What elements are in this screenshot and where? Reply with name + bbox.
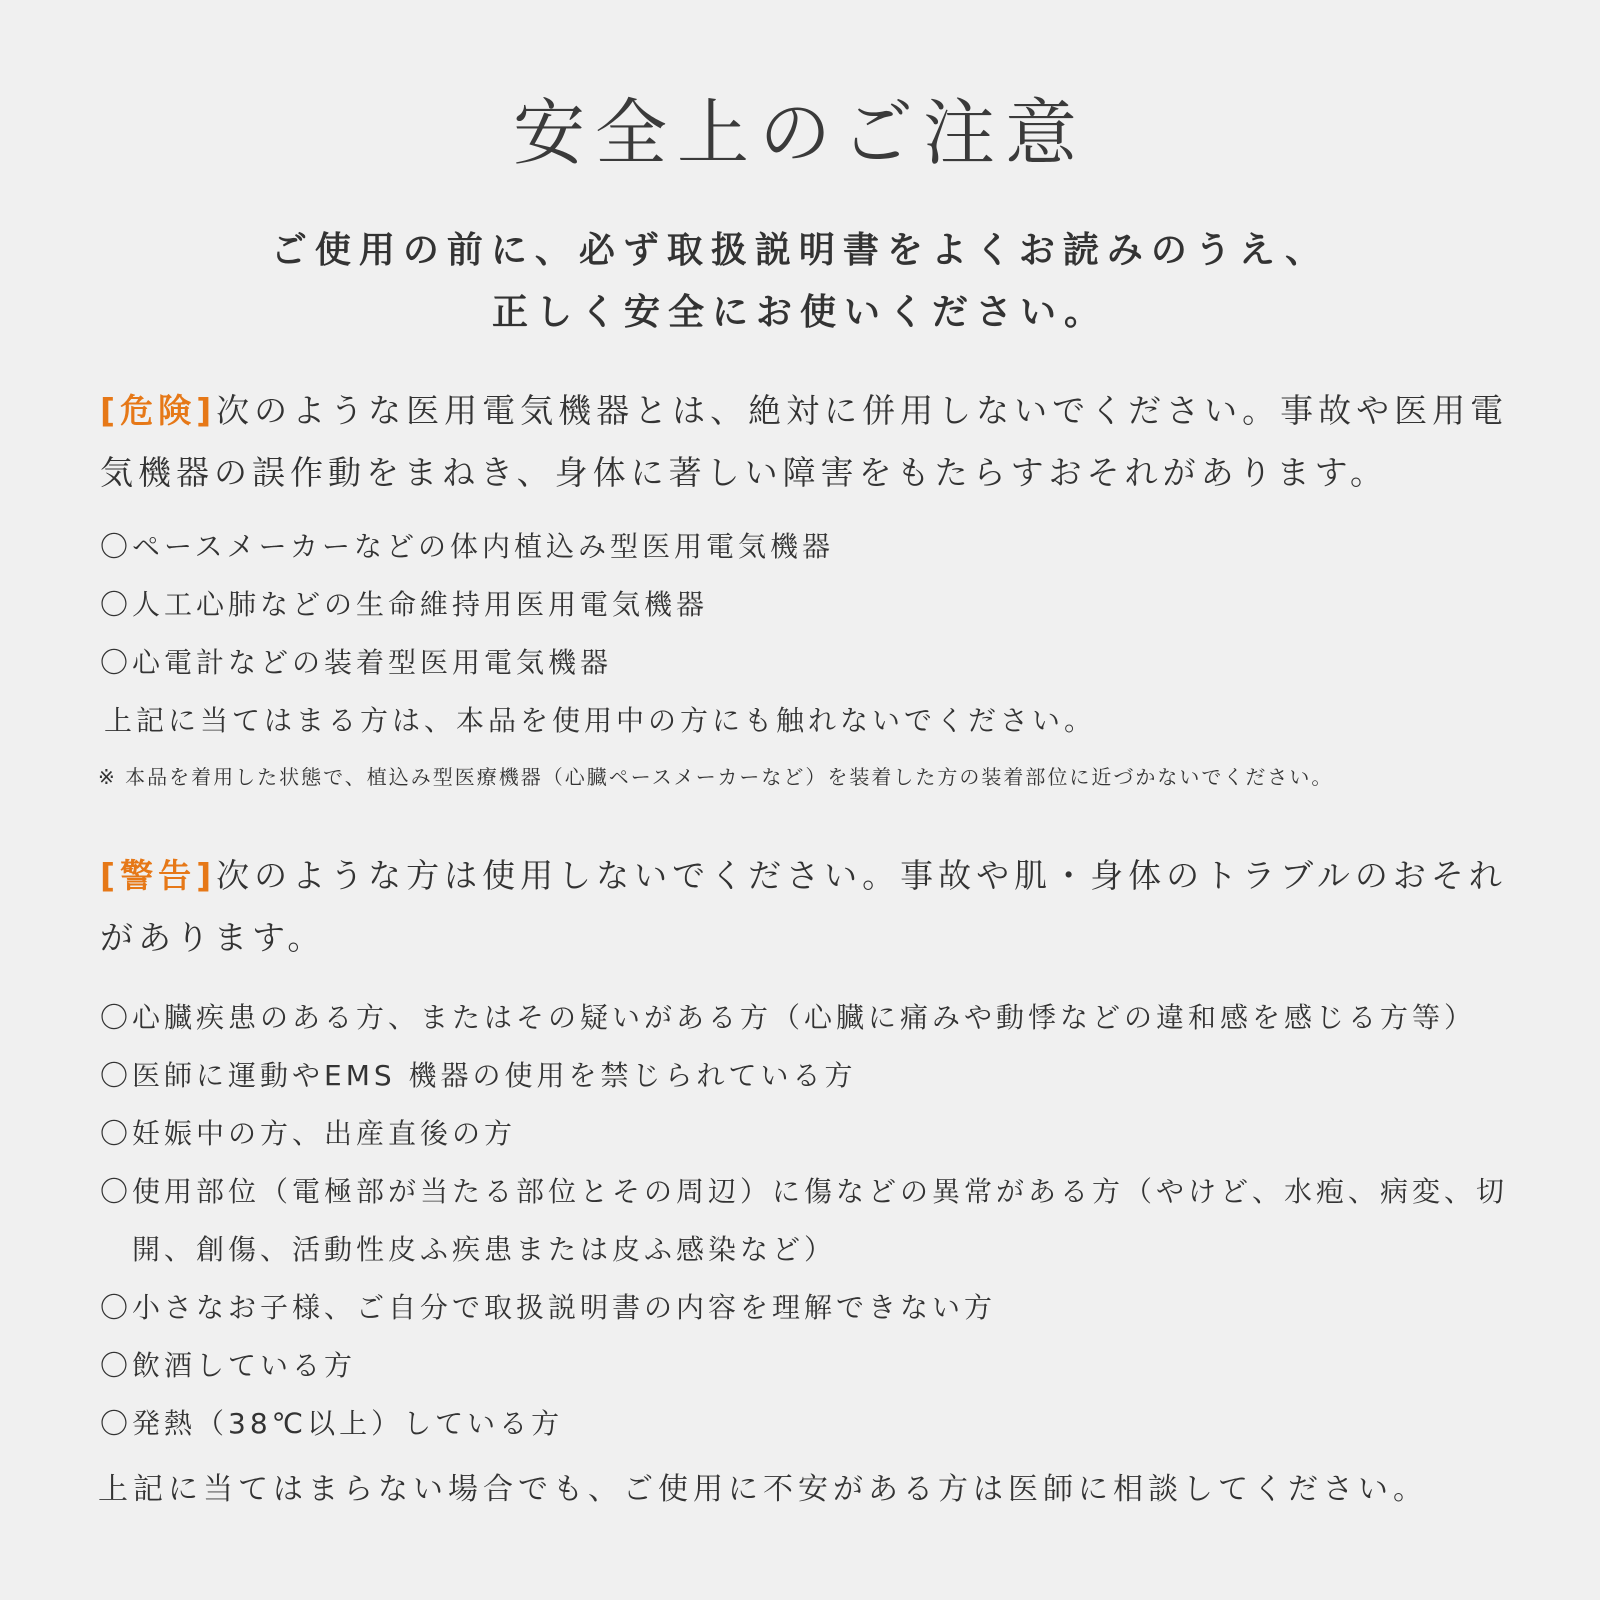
warning-lead [100, 845, 1540, 969]
page-title: 安全上のご注意 [512, 91, 1087, 175]
danger-list [100, 518, 1540, 692]
list-item: 〇妊娠中の方、出産直後の方 [100, 1105, 1540, 1163]
subtitle [0, 220, 1600, 344]
list-item: 〇ペースメーカーなどの体内植込み型医用電気機器 [100, 518, 1540, 576]
circle-bullet-icon: 〇 [100, 1349, 133, 1382]
danger-lead-text: 次のような医用電気機器とは、絶対に併用しないでください。事故や医用電気機器の誤作動をまねき、身体に著しい障害をもたらすおそれがあります。 [100, 391, 1509, 492]
circle-bullet-icon: 〇 [100, 646, 133, 679]
footer-note: 上記に当てはまらない場合でも、ご使用に不安がある方は医師に相談してください。 [98, 1472, 1428, 1507]
danger-note: 上記に当てはまる方は、本品を使用中の方にも触れないでください。 [104, 704, 1097, 737]
circle-bullet-icon: 〇 [100, 1001, 133, 1034]
circle-bullet-icon: 〇 [100, 1291, 133, 1324]
danger-tag: [危険] [100, 391, 217, 430]
danger-lead [100, 380, 1540, 504]
list-item: 〇心電計などの装着型医用電気機器 [100, 634, 1540, 692]
list-item: 〇心臓疾患のある方、またはその疑いがある方（心臓に痛みや動悸などの違和感を感じる方等） [100, 989, 1540, 1047]
circle-bullet-icon: 〇 [100, 1117, 133, 1150]
circle-bullet-icon: 〇 [100, 530, 133, 563]
subtitle-line-1: ご使用の前に、必ず取扱説明書をよくお読みのうえ、 [270, 230, 1330, 271]
subtitle-line-2: 正しく安全にお使いください。 [491, 292, 1108, 333]
warning-lead-text: 次のような方は使用しないでください。事故や肌・身体のトラブルのおそれがあります。 [100, 856, 1507, 957]
list-item: 〇小さなお子様、ご自分で取扱説明書の内容を理解できない方 [100, 1279, 1540, 1337]
warning-section [100, 845, 1540, 1453]
circle-bullet-icon: 〇 [100, 1175, 133, 1208]
warning-tag: [警告] [100, 856, 217, 895]
list-item: 〇使用部位（電極部が当たる部位とその周辺）に傷などの異常がある方（やけど、水疱、病変、切開、創傷、活動性皮ふ疾患または皮ふ感染など） [100, 1163, 1540, 1279]
danger-section [100, 380, 1540, 792]
list-item: 〇発熱（38℃以上）している方 [100, 1395, 1540, 1453]
warning-list [100, 989, 1540, 1453]
list-item: 〇人工心肺などの生命維持用医用電気機器 [100, 576, 1540, 634]
list-item: 〇飲酒している方 [100, 1337, 1540, 1395]
circle-bullet-icon: 〇 [100, 1407, 133, 1440]
circle-bullet-icon: 〇 [100, 588, 133, 621]
list-item: 〇医師に運動やEMS 機器の使用を禁じられている方 [100, 1047, 1540, 1105]
danger-small-note: ※ 本品を着用した状態で、植込み型医療機器（心臓ペースメーカーなど）を装着した方の装着部位に近づかないでください。 [98, 765, 1334, 789]
circle-bullet-icon: 〇 [100, 1059, 133, 1092]
